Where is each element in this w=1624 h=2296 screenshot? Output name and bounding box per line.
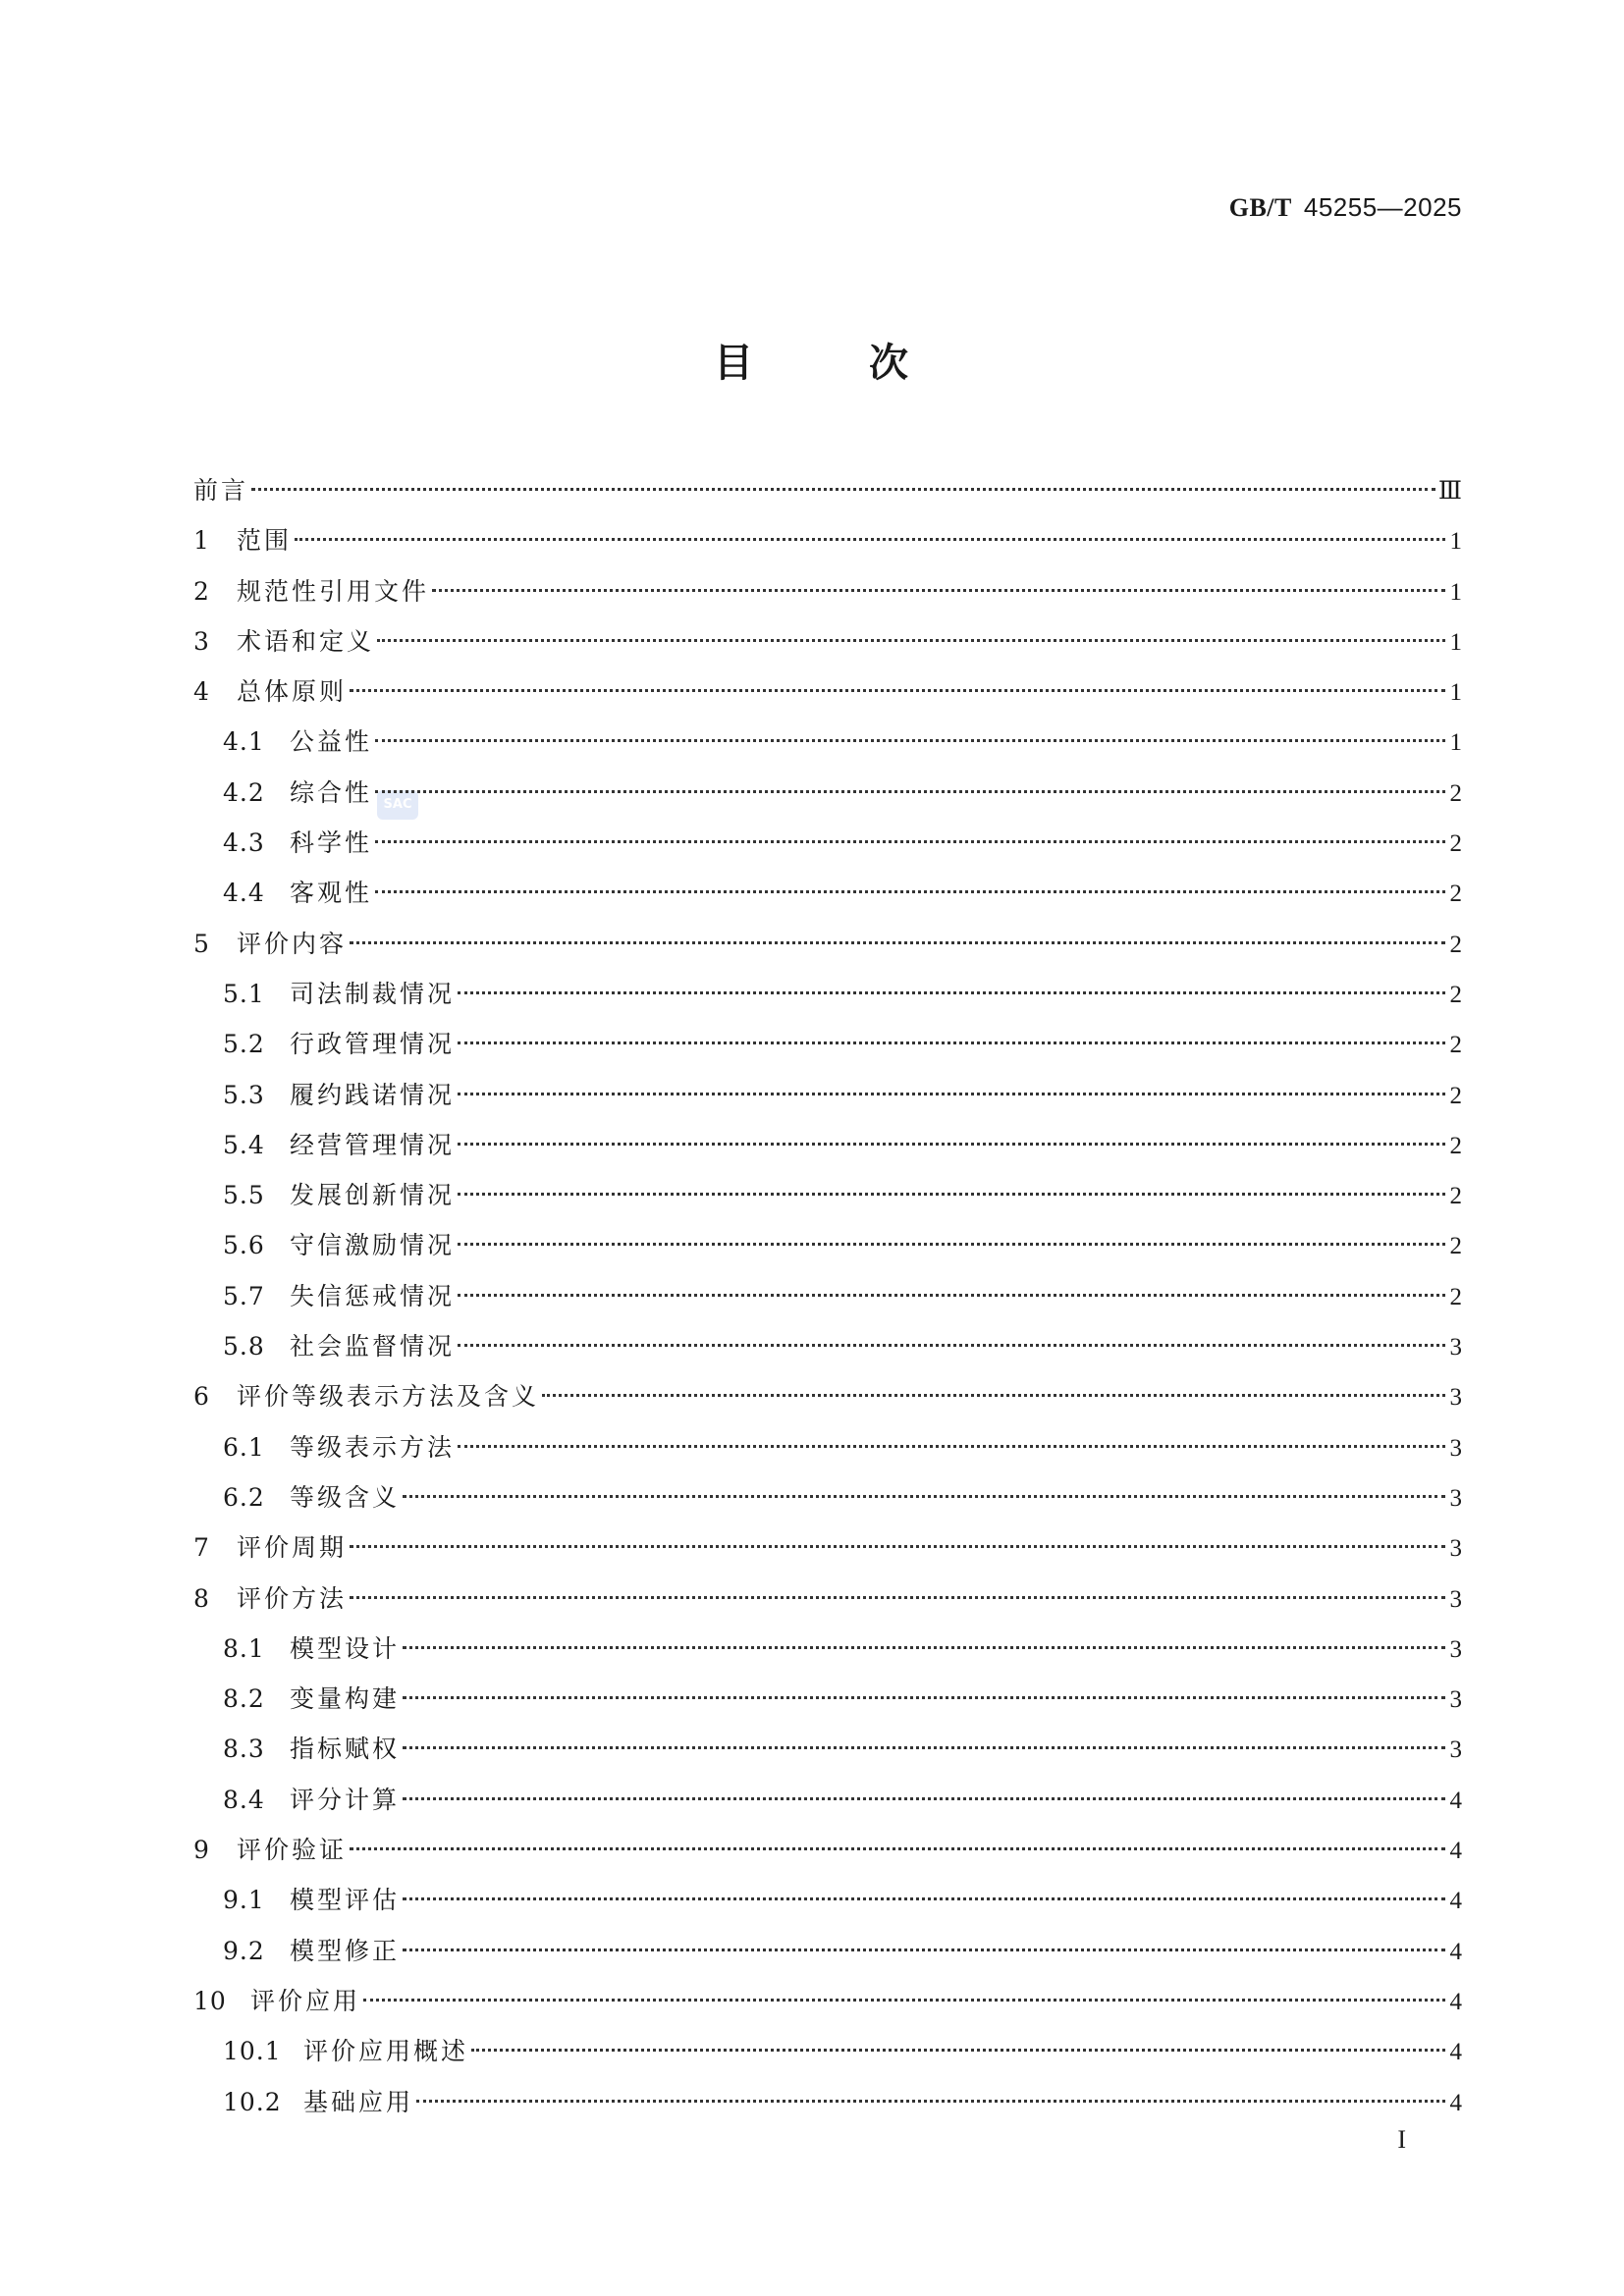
toc-entry-number: 5.2: [223, 1030, 265, 1059]
toc-entry-page: 4: [1449, 1938, 1462, 1965]
toc-entry-title: 评价应用: [250, 1986, 361, 2015]
toc-entry-page: 4: [1449, 2039, 1462, 2066]
toc-entry-number: 7: [193, 1533, 210, 1563]
toc-dot-leader: [403, 1696, 1445, 1699]
toc-entry-title: 评价周期: [237, 1533, 348, 1563]
toc-entry-page: 4: [1449, 1988, 1462, 2015]
toc-entry-page: 2: [1449, 1233, 1462, 1260]
toc-entry-title: 评价内容: [237, 929, 348, 958]
toc-dot-leader: [458, 1243, 1445, 1246]
toc-entry-page: 2: [1449, 1183, 1462, 1210]
toc-entry-page: 1: [1449, 578, 1462, 606]
toc-entry-title: 等级含义: [290, 1482, 401, 1512]
toc-dot-leader: [416, 2100, 1445, 2103]
toc-entry-number: 4.2: [223, 777, 265, 807]
toc-entry[interactable]: [193, 1371, 1462, 1421]
toc-entry-number: 5.7: [223, 1281, 265, 1310]
toc-entry[interactable]: [193, 868, 1462, 918]
toc-entry[interactable]: [193, 1019, 1462, 1069]
page-title: [0, 332, 1624, 388]
toc-entry-page: 3: [1449, 1736, 1462, 1764]
toc-entry-page: 3: [1449, 1334, 1462, 1362]
toc-entry[interactable]: [193, 1120, 1462, 1170]
toc-dot-leader: [403, 1949, 1445, 1951]
toc-entry[interactable]: [193, 1220, 1462, 1270]
watermark-logo: SAC: [377, 790, 418, 820]
toc-entry-page: 4: [1449, 1838, 1462, 1865]
toc-dot-leader: [403, 1897, 1445, 1900]
toc-entry-page: 3: [1449, 1434, 1462, 1462]
toc-entry-title: 失信惩戒情况: [290, 1281, 456, 1310]
toc-entry-number: 5.6: [223, 1231, 265, 1260]
toc-entry-title: 变量构建: [290, 1684, 401, 1714]
toc-dot-leader: [375, 790, 1445, 793]
toc-dot-leader: [403, 1646, 1445, 1649]
toc-entry[interactable]: [193, 717, 1462, 767]
toc-entry-title: 前言: [193, 476, 249, 505]
toc-entry[interactable]: [193, 1674, 1462, 1724]
toc-entry[interactable]: [193, 465, 1462, 515]
toc-entry-title: 履约践诺情况: [290, 1080, 456, 1109]
toc-entry-title: 经营管理情况: [290, 1130, 456, 1159]
toc-entry-title: 基础应用: [303, 2087, 414, 2116]
title-part-2: 次: [869, 341, 910, 386]
toc-entry-number: 4.1: [223, 727, 265, 757]
standard-prefix: GB/T: [1228, 193, 1292, 222]
toc-entry-title: 综合性: [290, 777, 373, 807]
toc-dot-leader: [350, 1545, 1445, 1548]
toc-dot-leader: [458, 1294, 1445, 1297]
toc-entry-title: 评价应用概述: [303, 2037, 469, 2066]
toc-entry-number: 1: [193, 526, 210, 556]
toc-entry-number: 10.2: [223, 2087, 282, 2116]
toc-entry-title: 科学性: [290, 828, 373, 858]
toc-dot-leader: [458, 1193, 1445, 1196]
toc-entry[interactable]: [193, 1422, 1462, 1472]
toc-entry-page: 2: [1449, 1032, 1462, 1059]
toc-entry-page: 3: [1449, 1384, 1462, 1412]
toc-entry-title: 指标赋权: [290, 1735, 401, 1764]
toc-dot-leader: [375, 890, 1445, 893]
toc-entry-number: 5.8: [223, 1332, 265, 1362]
toc-dot-leader: [458, 1445, 1445, 1448]
toc-entry-page: 2: [1449, 1283, 1462, 1310]
toc-entry-page: 3: [1449, 1635, 1462, 1663]
toc-dot-leader: [377, 639, 1445, 642]
toc-entry-title: 评价等级表示方法及含义: [237, 1382, 540, 1412]
toc-entry-title: 行政管理情况: [290, 1030, 456, 1059]
toc-entry-page: 1: [1449, 628, 1462, 656]
toc-entry[interactable]: [193, 1624, 1462, 1674]
toc-dot-leader: [432, 589, 1445, 592]
toc-entry-number: 4.3: [223, 828, 265, 858]
toc-entry-page: 4: [1449, 2089, 1462, 2116]
toc-entry-page: 1: [1449, 528, 1462, 556]
toc-entry-number: 9.1: [223, 1886, 265, 1915]
toc-entry-page: 2: [1449, 931, 1462, 958]
toc-dot-leader: [542, 1394, 1445, 1397]
toc-entry-number: 8.1: [223, 1633, 265, 1663]
toc-entry-number: 10: [193, 1986, 227, 2015]
toc-entry[interactable]: [193, 969, 1462, 1019]
toc-entry-number: 2: [193, 576, 210, 606]
toc-entry-number: 8.4: [223, 1785, 265, 1814]
toc-entry-page: 2: [1449, 981, 1462, 1008]
toc-entry-page: 2: [1449, 779, 1462, 807]
toc-dot-leader: [458, 1344, 1445, 1347]
toc-dot-leader: [458, 1041, 1445, 1044]
toc-dot-leader: [471, 2049, 1445, 2052]
toc-entry-page: 1: [1449, 679, 1462, 707]
standard-code: [1229, 192, 1462, 223]
toc-entry-page: 4: [1449, 1888, 1462, 1915]
toc-entry-number: 5.1: [223, 979, 265, 1008]
toc-entry-number: 4.4: [223, 879, 265, 908]
toc-entry-title: 公益性: [290, 727, 373, 757]
toc-entry-number: 6.1: [223, 1432, 265, 1462]
standard-number: 45255—2025: [1303, 192, 1462, 222]
toc-entry-page: 2: [1449, 881, 1462, 908]
toc-entry-page: 3: [1449, 1686, 1462, 1714]
toc-entry[interactable]: [193, 515, 1462, 565]
toc-entry-title: 评分计算: [290, 1785, 401, 1814]
toc-entry-page: 2: [1449, 830, 1462, 858]
toc-entry[interactable]: [193, 1472, 1462, 1522]
toc-entry-number: 5.5: [223, 1181, 265, 1210]
toc-entry-title: 模型修正: [290, 1936, 401, 1965]
toc-entry-title: 术语和定义: [237, 626, 375, 656]
toc-dot-leader: [403, 1797, 1445, 1800]
toc-entry-number: 3: [193, 626, 210, 656]
toc-dot-leader: [350, 941, 1445, 944]
page-number: I: [1397, 2125, 1406, 2154]
toc-dot-leader: [403, 1746, 1445, 1749]
toc-entry[interactable]: [193, 566, 1462, 616]
toc-entry-number: 5.4: [223, 1130, 265, 1159]
toc-entry-title: 范围: [237, 526, 293, 556]
toc-entry-number: 5: [193, 929, 210, 958]
toc-entry[interactable]: [193, 1976, 1462, 2026]
toc-dot-leader: [350, 1847, 1445, 1850]
toc-entry[interactable]: [193, 1271, 1462, 1321]
toc-entry-page: 3: [1449, 1585, 1462, 1613]
toc-entry[interactable]: [193, 616, 1462, 667]
toc-dot-leader: [458, 1143, 1445, 1146]
toc-entry[interactable]: [193, 1825, 1462, 1875]
toc-entry-number: 8: [193, 1583, 210, 1613]
toc-entry[interactable]: [193, 818, 1462, 868]
toc-entry-title: 司法制裁情况: [290, 979, 456, 1008]
toc-entry-page: 2: [1449, 1132, 1462, 1159]
toc-dot-leader: [295, 538, 1445, 541]
table-of-contents: [193, 465, 1462, 2127]
toc-entry[interactable]: [193, 1070, 1462, 1120]
toc-entry-title: 评价方法: [237, 1583, 348, 1613]
toc-entry[interactable]: [193, 2077, 1462, 2127]
toc-entry[interactable]: [193, 2026, 1462, 2076]
toc-entry[interactable]: [193, 1775, 1462, 1825]
toc-entry-title: 评价验证: [237, 1836, 348, 1865]
toc-dot-leader: [458, 1093, 1445, 1095]
toc-entry[interactable]: [193, 768, 1462, 818]
toc-entry-number: 4: [193, 677, 210, 707]
toc-entry-page: 3: [1449, 1535, 1462, 1563]
toc-entry-number: 8.2: [223, 1684, 265, 1714]
toc-entry-number: 9: [193, 1836, 210, 1865]
toc-dot-leader: [251, 488, 1435, 491]
toc-dot-leader: [403, 1495, 1445, 1498]
toc-entry-number: 10.1: [223, 2037, 282, 2066]
toc-entry[interactable]: [193, 1321, 1462, 1371]
toc-entry-page: Ⅲ: [1437, 478, 1462, 505]
toc-dot-leader: [375, 739, 1445, 742]
toc-entry[interactable]: [193, 1522, 1462, 1573]
toc-entry-title: 规范性引用文件: [237, 576, 430, 606]
toc-entry[interactable]: [193, 1875, 1462, 1925]
toc-dot-leader: [350, 689, 1445, 692]
toc-entry-page: 1: [1449, 729, 1462, 757]
toc-entry[interactable]: [193, 1170, 1462, 1220]
toc-dot-leader: [363, 1999, 1445, 2002]
toc-entry-title: 发展创新情况: [290, 1181, 456, 1210]
toc-entry-page: 4: [1449, 1787, 1462, 1814]
toc-entry-number: 8.3: [223, 1735, 265, 1764]
toc-entry-title: 模型设计: [290, 1633, 401, 1663]
toc-entry[interactable]: [193, 919, 1462, 969]
toc-entry[interactable]: [193, 667, 1462, 717]
toc-entry-title: 守信激励情况: [290, 1231, 456, 1260]
toc-entry-title: 总体原则: [237, 677, 348, 707]
toc-entry[interactable]: [193, 1574, 1462, 1624]
title-part-1: 目: [714, 341, 755, 386]
toc-dot-leader: [375, 840, 1445, 843]
toc-entry-number: 9.2: [223, 1936, 265, 1965]
toc-entry-title: 模型评估: [290, 1886, 401, 1915]
toc-dot-leader: [350, 1596, 1445, 1599]
toc-entry-number: 6: [193, 1382, 210, 1412]
toc-entry-page: 3: [1449, 1484, 1462, 1512]
toc-entry-number: 6.2: [223, 1482, 265, 1512]
toc-entry-number: 5.3: [223, 1080, 265, 1109]
toc-entry-page: 2: [1449, 1082, 1462, 1109]
toc-entry-title: 等级表示方法: [290, 1432, 456, 1462]
toc-entry[interactable]: [193, 1724, 1462, 1774]
toc-entry-title: 客观性: [290, 879, 373, 908]
toc-entry-title: 社会监督情况: [290, 1332, 456, 1362]
toc-dot-leader: [458, 991, 1445, 994]
toc-entry[interactable]: [193, 1926, 1462, 1976]
